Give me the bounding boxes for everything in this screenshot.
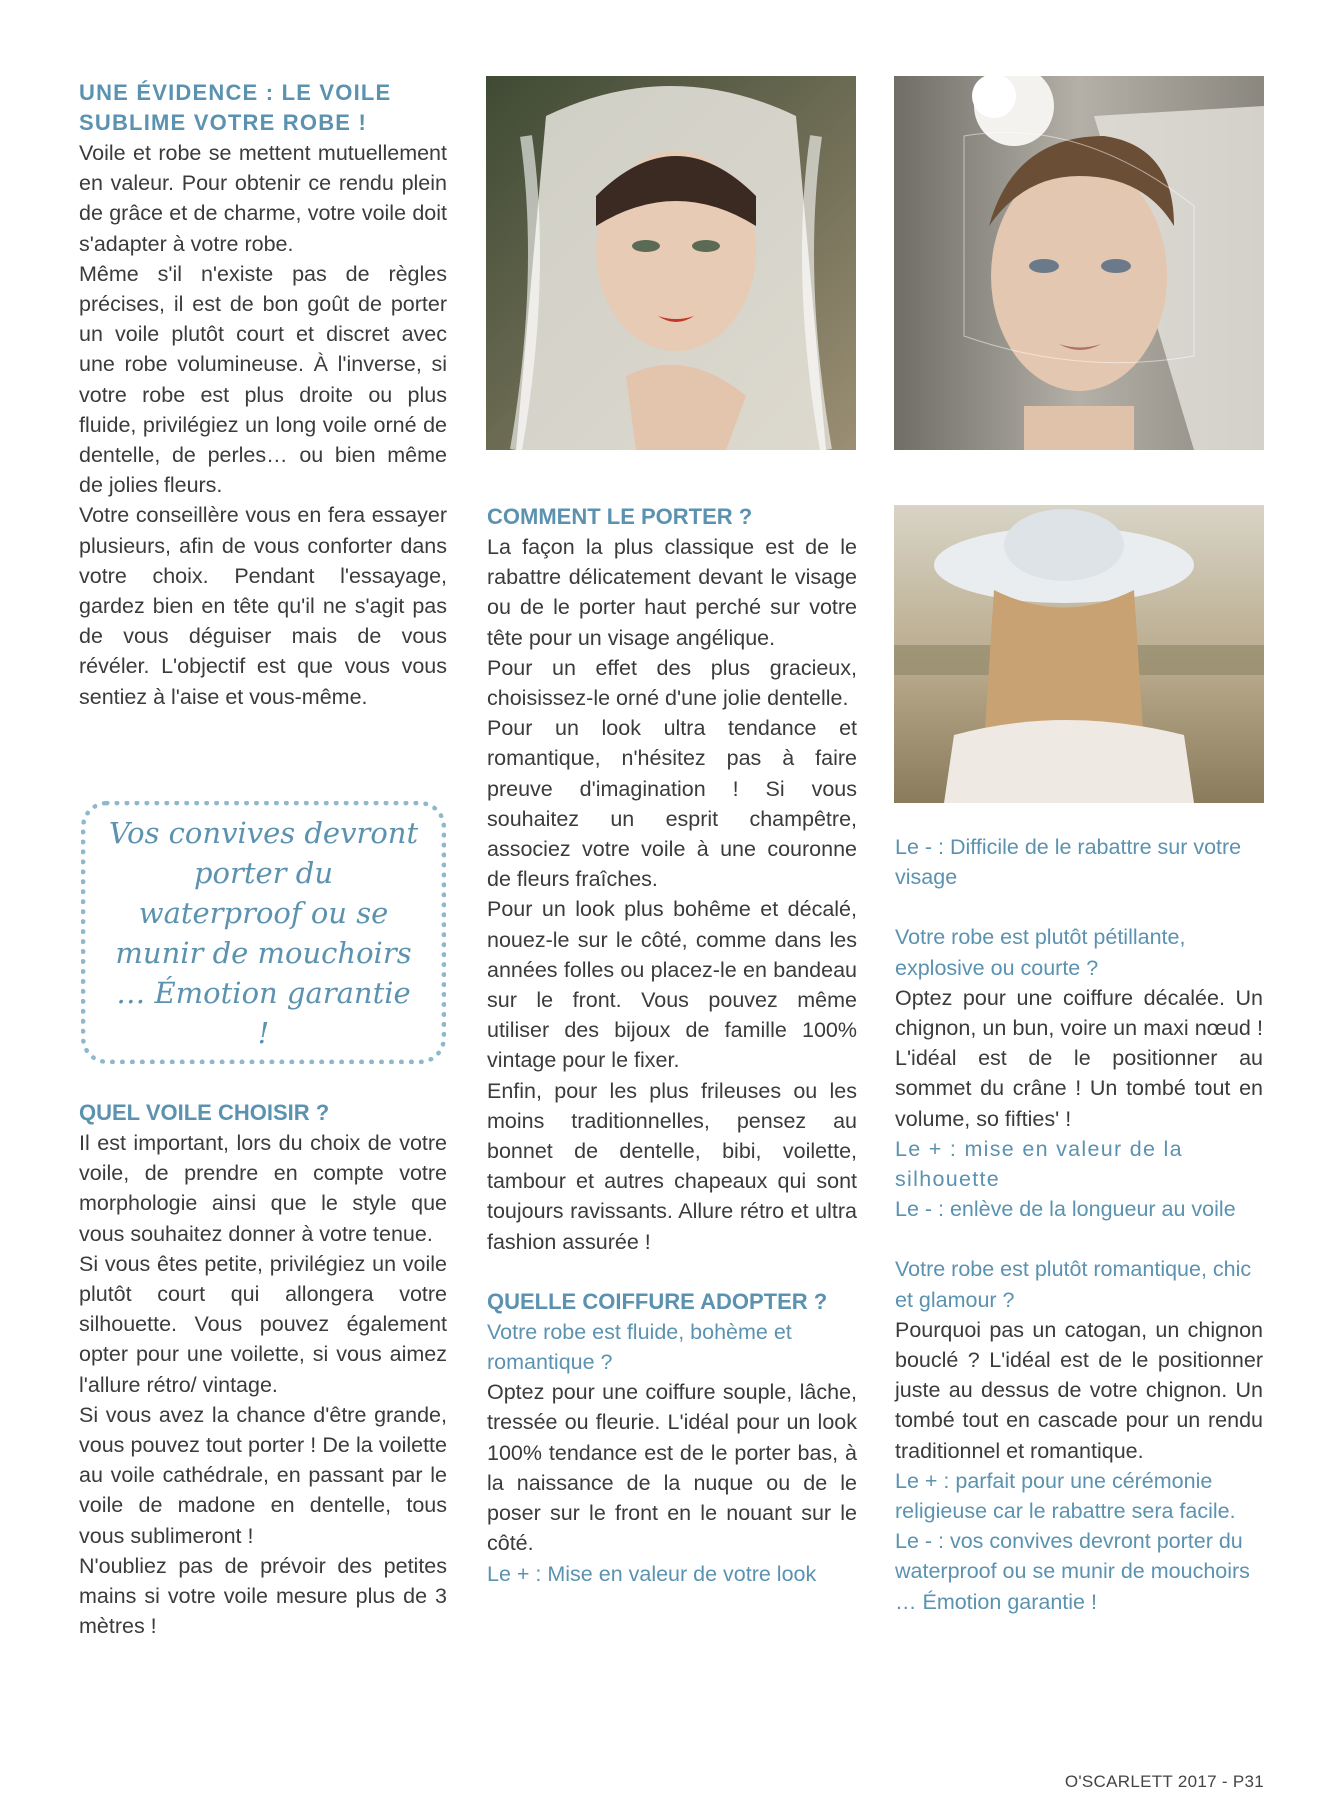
photo-bride-lace-veil: [486, 76, 856, 450]
page-footer: O'SCARLETT 2017 - P31: [1064, 1772, 1264, 1791]
paragraph: N'oubliez pas de prévoir des petites mains si votre voile mesure plus de 3 mètres !: [79, 1553, 447, 1639]
paragraph: Pour un look ultra tendance et romantique, n'hésitez pas à faire preuve d'imagination ! Si vous souhaitez un esprit champêtre, associez votre voile à une couronne de fleurs fraîches.: [487, 716, 857, 892]
plus-note: Le + : parfait pour une cérémonie religieuse car le rabattre sera facile.: [895, 1468, 1236, 1524]
section-heading-how-to-wear: COMMENT LE PORTER ?: [487, 504, 753, 529]
column-left: [79, 78, 447, 712]
paragraph: Optez pour une coiffure décalée. Un chignon, un bun, voire un maxi nœud ! L'idéal est de le positionner au sommet du crâne ! Un tombé tout en volume, so fifties' !: [895, 985, 1263, 1131]
minus-note: Le - : enlève de la longueur au voile: [895, 1197, 1236, 1222]
section-heading-veil-sublime: UNE ÉVIDENCE : LE VOILE SUBLIME VOTRE ROBE !: [79, 80, 392, 135]
paragraph: La façon la plus classique est de le rabattre délicatement devant le visage ou de le porter haut perché sur votre tête pour un visage angélique.: [487, 535, 857, 650]
paragraph: Voile et robe se mettent mutuellement en valeur. Pour obtenir ce rendu plein de grâce et de charme, votre voile doit s'adapter à votre robe.: [79, 141, 447, 256]
paragraph: Pour un effet des plus gracieux, choisissez-le orné d'une jolie dentelle.: [487, 655, 857, 711]
paragraph: Pourquoi pas un catogan, un chignon bouclé ? L'idéal est de le positionner juste au dessus de votre chignon. Un tombé tout en cascade pour un rendu traditionnel et romantique.: [895, 1317, 1263, 1463]
pull-quote-text: Vos convives devront porter du waterproof ou se munir de mouchoirs … Émotion garantie !: [108, 815, 419, 1050]
subheading-fluid-dress: Votre robe est fluide, bohème et romantique ?: [487, 1319, 792, 1375]
subheading-romantic-dress: Votre robe est plutôt romantique, chic et glamour ?: [895, 1257, 1252, 1312]
paragraph: Si vous êtes petite, privilégiez un voile plutôt court qui allongera votre silhouette. Vous pouvez également opter pour une voilette, si vous aimez l'allure rétro/ vintage.: [79, 1251, 447, 1397]
minus-note: Le - : Difficile de le rabattre sur votre visage: [895, 835, 1242, 890]
section-heading-which-veil: QUEL VOILE CHOISIR ?: [79, 1100, 330, 1125]
column-left-lower: [79, 1098, 447, 1641]
photo-bride-birdcage-veil: [894, 76, 1264, 450]
plus-note: Le + : Mise en valeur de votre look: [487, 1561, 817, 1586]
paragraph: Pour un look plus bohême et décalé, nouez-le sur le côté, comme dans les années folles ou placez-le en bandeau sur le front. Vous pouvez même utiliser des bijoux de famille 100% vintage pour le fixer.: [487, 897, 857, 1073]
paragraph: Enfin, pour les plus frileuses ou les moins traditionnelles, pensez au bonnet de dentelle, bibi, voilette, tambour et autres chapeaux qui sont toujours ravissants. Allure rétro et ultra fashion assurée !: [487, 1078, 857, 1254]
section-heading-hairstyle: QUELLE COIFFURE ADOPTER ?: [487, 1288, 828, 1314]
subheading-sparkling-dress: Votre robe est plutôt pétillante, explosive ou courte ?: [895, 925, 1186, 980]
column-middle: [487, 502, 857, 1589]
photo-bride-wide-hat: [894, 505, 1264, 803]
pull-quote-box: [81, 801, 446, 1064]
column-right: [895, 832, 1263, 1617]
minus-note: Le - : vos convives devront porter du waterproof ou se munir de mouchoirs … Émotion garantie !: [895, 1529, 1250, 1614]
paragraph: Il est important, lors du choix de votre voile, de prendre en compte votre morphologie ainsi que le style que vous souhaitez donner à votre tenue.: [79, 1131, 447, 1246]
paragraph: Optez pour une coiffure souple, lâche, tressée ou fleurie. L'idéal pour un look 100% tendance est de le porter bas, à la naissance de la nuque ou de le poser sur le front en le nouant sur le côté.: [487, 1380, 857, 1556]
paragraph: Si vous avez la chance d'être grande, vous pouvez tout porter ! De la voilette au voile cathédrale, en passant par le voile de madone en dentelle, tous vous sublimeront !: [79, 1402, 447, 1548]
paragraph: Votre conseillère vous en fera essayer plusieurs, afin de vous conforter dans votre choix. Pendant l'essayage, gardez bien en tête qu'il ne s'agit pas de vous déguiser mais de vous révéler. L'objectif est que vous vous sentiez à l'aise et vous-même.: [79, 503, 447, 709]
paragraph: Même s'il n'existe pas de règles précises, il est de bon goût de porter un voile plutôt court et discret avec une robe volumineuse. À l'inverse, si votre robe est plus droite ou plus fluide, privilégiez un long voile orné de dentelle, de perles… ou bien même de jolies fleurs.: [79, 261, 447, 498]
plus-note: Le + : mise en valeur de la silhouette: [895, 1136, 1183, 1192]
